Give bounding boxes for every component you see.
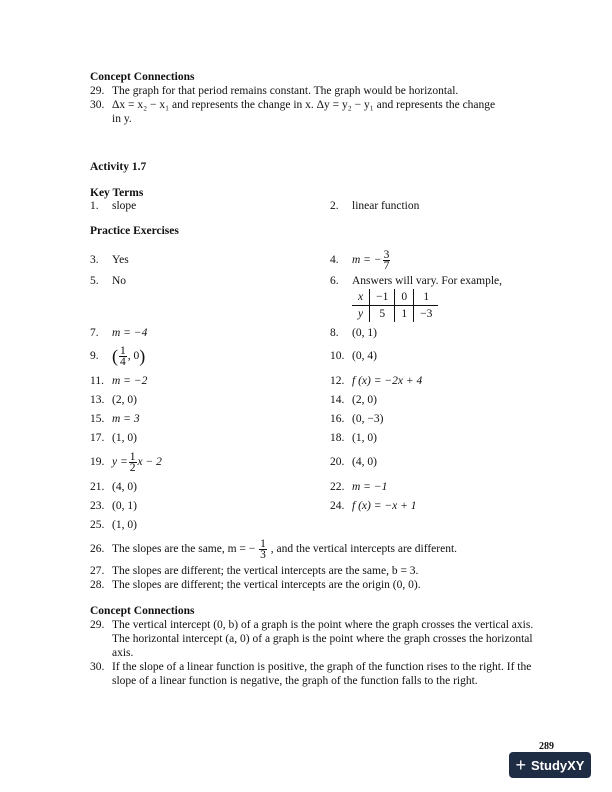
table-cell: −1 <box>370 289 395 306</box>
exercise-item <box>330 341 560 371</box>
item-text: Yes <box>112 254 129 266</box>
exercise-item <box>330 273 560 325</box>
item-text: The slopes are different; the vertical intercepts are the origin (0, 0). <box>112 579 421 591</box>
math-expression: f (x) = −2x + 4 <box>352 374 423 387</box>
table-label: x <box>352 289 370 306</box>
exercise-item <box>90 273 330 325</box>
item-number: 29. <box>90 619 105 631</box>
math-expression: m = −1 <box>352 480 388 493</box>
table-cell: 1 <box>414 289 439 306</box>
cc1-item-29 <box>90 84 560 98</box>
cc1-item-30 <box>90 98 560 112</box>
page-content <box>90 70 560 688</box>
item-number: 16. <box>330 412 345 425</box>
table-label: y <box>352 306 370 323</box>
item-text: (4, 0) <box>352 456 377 468</box>
item-number: 21. <box>90 480 105 493</box>
item-text: (2, 0) <box>112 393 137 406</box>
key-terms-heading: Key Terms <box>90 187 144 199</box>
exercise-item <box>90 371 330 390</box>
item-number: 29. <box>90 85 105 97</box>
exercise-item <box>330 428 560 447</box>
item-number: 27. <box>90 565 105 577</box>
cc2-item-30-cont: slope of a linear function is negative, the graph of the function falls to the right. <box>112 675 478 687</box>
math-expression: x − 2 <box>137 456 162 468</box>
item-number: 19. <box>90 456 105 468</box>
brand-name: StudyXY <box>531 757 585 773</box>
table-cell: 1 <box>395 306 414 323</box>
cc2-item-29-cont: axis. <box>112 647 134 659</box>
item-number: 26. <box>90 543 105 555</box>
item-text: (0, 1) <box>352 327 377 339</box>
fraction-denominator: 7 <box>383 259 390 272</box>
table-cell: 5 <box>370 306 395 323</box>
item-text: The slopes are different; the vertical intercepts are the same, b = 3. <box>112 565 419 577</box>
key-term-item <box>90 200 330 212</box>
activity-title: Activity 1.7 <box>90 161 147 173</box>
key-term-item <box>330 200 560 212</box>
item-number: 18. <box>330 431 345 444</box>
item-text: Answers will vary. For example, <box>352 275 502 287</box>
exercise-item <box>90 409 330 428</box>
item-text: (1, 0) <box>112 518 137 531</box>
plus-icon: + <box>515 754 527 775</box>
fraction <box>129 452 137 473</box>
item-number: 23. <box>90 499 105 512</box>
concept-connections-heading: Concept Connections <box>90 605 195 617</box>
exercise-item <box>90 325 330 341</box>
item-number: 22. <box>330 480 345 493</box>
fraction-denominator: 3 <box>260 548 266 561</box>
item-text: Δx = x₂ − x₁ and represents the change in x. Δy = y₂ − y₁ and represents the change <box>112 99 496 111</box>
fraction <box>383 250 391 271</box>
exercise-item <box>330 390 560 409</box>
exercise-item <box>330 247 560 273</box>
fraction-numerator: 1 <box>260 537 266 550</box>
item-text: The vertical intercept (0, b) of a graph is the point where the graph crosses the vertical axis. <box>112 619 534 631</box>
item-text: slope <box>112 200 137 212</box>
item-number: 2. <box>330 200 339 212</box>
item-number: 7. <box>90 327 99 339</box>
exercise-item-26 <box>90 534 560 564</box>
exercise-item <box>330 325 560 341</box>
fraction-numerator: 1 <box>129 450 136 463</box>
exercise-item <box>90 390 330 409</box>
exercise-item <box>90 247 330 273</box>
fraction <box>259 539 267 560</box>
item-number: 13. <box>90 393 105 406</box>
practice-exercises-heading: Practice Exercises <box>90 225 179 237</box>
exercise-item-27 <box>90 564 560 578</box>
exercise-item <box>330 477 560 496</box>
exercise-item <box>90 477 330 496</box>
concept-connections-heading: Concept Connections <box>90 71 195 83</box>
item-text: (1, 0) <box>352 431 377 444</box>
item-number: 20. <box>330 456 345 468</box>
math-expression: m = 3 <box>112 412 140 425</box>
item-number: 14. <box>330 393 345 406</box>
item-text: (4, 0) <box>112 480 137 493</box>
fraction-numerator: 3 <box>383 248 390 261</box>
item-number: 28. <box>90 579 105 591</box>
item-text: If the slope of a linear function is positive, the graph of the function rises to the right. If the <box>112 661 532 673</box>
page-number: 289 <box>539 741 554 752</box>
item-text: The graph for that period remains constant. The graph would be horizontal. <box>112 85 459 97</box>
item-text: (1, 0) <box>112 431 137 444</box>
cc1-item-30-cont: in y. <box>112 113 132 125</box>
fraction-denominator: 4 <box>120 355 126 368</box>
item-number: 30. <box>90 661 105 673</box>
item-number: 15. <box>90 412 105 425</box>
math-expression: f (x) = −x + 1 <box>352 499 417 512</box>
item-text: No <box>112 275 127 287</box>
exercise-item <box>330 409 560 428</box>
item-text: (2, 0) <box>352 393 377 406</box>
exercise-item <box>90 515 330 534</box>
exercise-item <box>90 496 330 515</box>
item-text: , and the vertical intercepts are different. <box>270 542 458 555</box>
item-number: 30. <box>90 99 105 111</box>
item-number: 25. <box>90 518 105 531</box>
item-number: 17. <box>90 431 105 444</box>
item-number: 11. <box>90 374 104 387</box>
item-text: linear function <box>352 200 420 212</box>
exercise-item <box>330 447 560 477</box>
item-number: 1. <box>90 200 99 212</box>
math-expression: m = − <box>352 254 382 266</box>
math-expression: , 0 <box>127 350 140 362</box>
exercise-item <box>90 428 330 447</box>
fraction-denominator: 2 <box>129 461 136 474</box>
fraction <box>119 346 127 367</box>
cc2-item-29-cont: The horizontal intercept (a, 0) of a graph is the point where the graph crosses the horizontal <box>112 633 533 645</box>
practice-list <box>90 247 560 534</box>
item-number: 4. <box>330 254 339 266</box>
item-number: 10. <box>330 350 345 362</box>
item-number: 5. <box>90 275 99 287</box>
exercise-item <box>330 371 560 390</box>
item-number: 24. <box>330 499 345 512</box>
item-text: (0, 4) <box>352 350 377 362</box>
item-text: (0, 1) <box>112 499 137 512</box>
exercise-item: 9. ( $\frac{1}{4}$ , 0 ) <box>90 344 146 368</box>
item-number: 9. <box>90 350 99 362</box>
math-expression: m = −4 <box>112 327 148 339</box>
item-number: 3. <box>90 254 99 266</box>
fraction-numerator: 1 <box>120 344 126 357</box>
cc2-item-30 <box>90 660 560 674</box>
math-expression: y = <box>112 456 128 468</box>
table-cell: 0 <box>395 289 414 306</box>
table-cell: −3 <box>420 308 433 320</box>
exercise-item-28 <box>90 578 560 592</box>
item-number: 6. <box>330 275 339 287</box>
item-text: (0, −3) <box>352 412 384 425</box>
key-terms-list <box>90 200 560 212</box>
item-text: The slopes are the same, m = − <box>112 542 256 555</box>
xy-table <box>352 289 438 322</box>
item-number: 8. <box>330 327 339 339</box>
studyxy-badge[interactable] <box>509 752 591 778</box>
cc2-item-29 <box>90 618 560 632</box>
exercise-item <box>330 496 560 515</box>
item-number: 12. <box>330 374 345 387</box>
exercise-item <box>90 447 330 477</box>
math-expression: m = −2 <box>112 374 148 387</box>
